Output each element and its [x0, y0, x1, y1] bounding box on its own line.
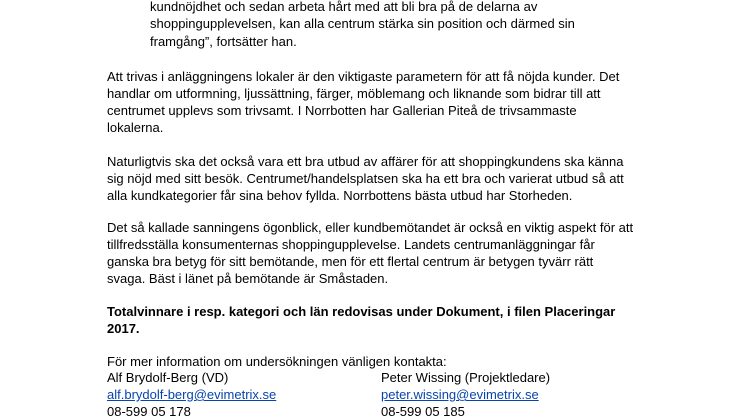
bold-note-line: 2017. — [107, 321, 140, 336]
paragraph-line: svaga. Bäst i länet på bemötande är Småstaden. — [107, 271, 389, 286]
contact-email-link[interactable]: alf.brydolf-berg@evimetrix.se — [107, 387, 277, 402]
quote-line: framgång”, fortsätter han. — [150, 34, 297, 49]
contact-intro: För mer information om undersökningen vänligen kontakta: — [107, 354, 447, 369]
bold-note-line: Totalvinnare i resp. kategori och län redovisas under Dokument, i filen Placeringar — [107, 304, 616, 319]
paragraph-line: ganska bra betyg för sitt bemötande, men för ett flertal centrum är betygen tyvärr rätt — [107, 254, 594, 269]
paragraph-line: sig nöjd med sitt besök. Centrumet/handelsplatsen ska ha ett bra och varierat utbud så att — [107, 171, 624, 186]
contact-email-link[interactable]: peter.wissing@evimetrix.se — [381, 387, 539, 402]
contact-name: Alf Brydolf-Berg (VD) — [107, 370, 229, 385]
quote-line: kundnöjdhet och sedan arbeta hårt med att bli bra på de delarna av — [150, 0, 538, 14]
paragraph-line: lokalerna. — [107, 120, 164, 135]
paragraph-line: alla kundkategorier får sina behov fyllda. Norrbottens bästa utbud har Storheden. — [107, 188, 573, 203]
paragraph-line: handlar om utformning, ljussättning, färger, möblemang och liknande som bidrar till att — [107, 86, 601, 101]
contact-phone: 08-599 05 178 — [107, 404, 191, 419]
paragraph-line: Naturligtvis ska det också vara ett bra utbud av affärer för att shoppingkundens ska känna — [107, 154, 624, 169]
paragraph-line: Att trivas i anläggningens lokaler är den viktigaste parametern för att få nöjda kunder. Det — [107, 69, 620, 84]
quote-line: shoppingupplevelsen, kan alla centrum stärka sin position och därmed sin — [150, 16, 575, 31]
paragraph-line: tillfredsställa konsumenternas shoppingupplevelse. Landets centrumanläggningar får — [107, 237, 595, 252]
paragraph-line: centrumet upplevs som trivsamt. I Norrbotten har Gallerian Piteå de trivsammaste — [107, 103, 577, 118]
contact-phone: 08-599 05 185 — [381, 404, 465, 419]
paragraph-line: Det så kallade sanningens ögonblick, eller kundbemötandet är också en viktig aspekt för att — [107, 220, 634, 235]
contact-name: Peter Wissing (Projektledare) — [381, 370, 551, 385]
